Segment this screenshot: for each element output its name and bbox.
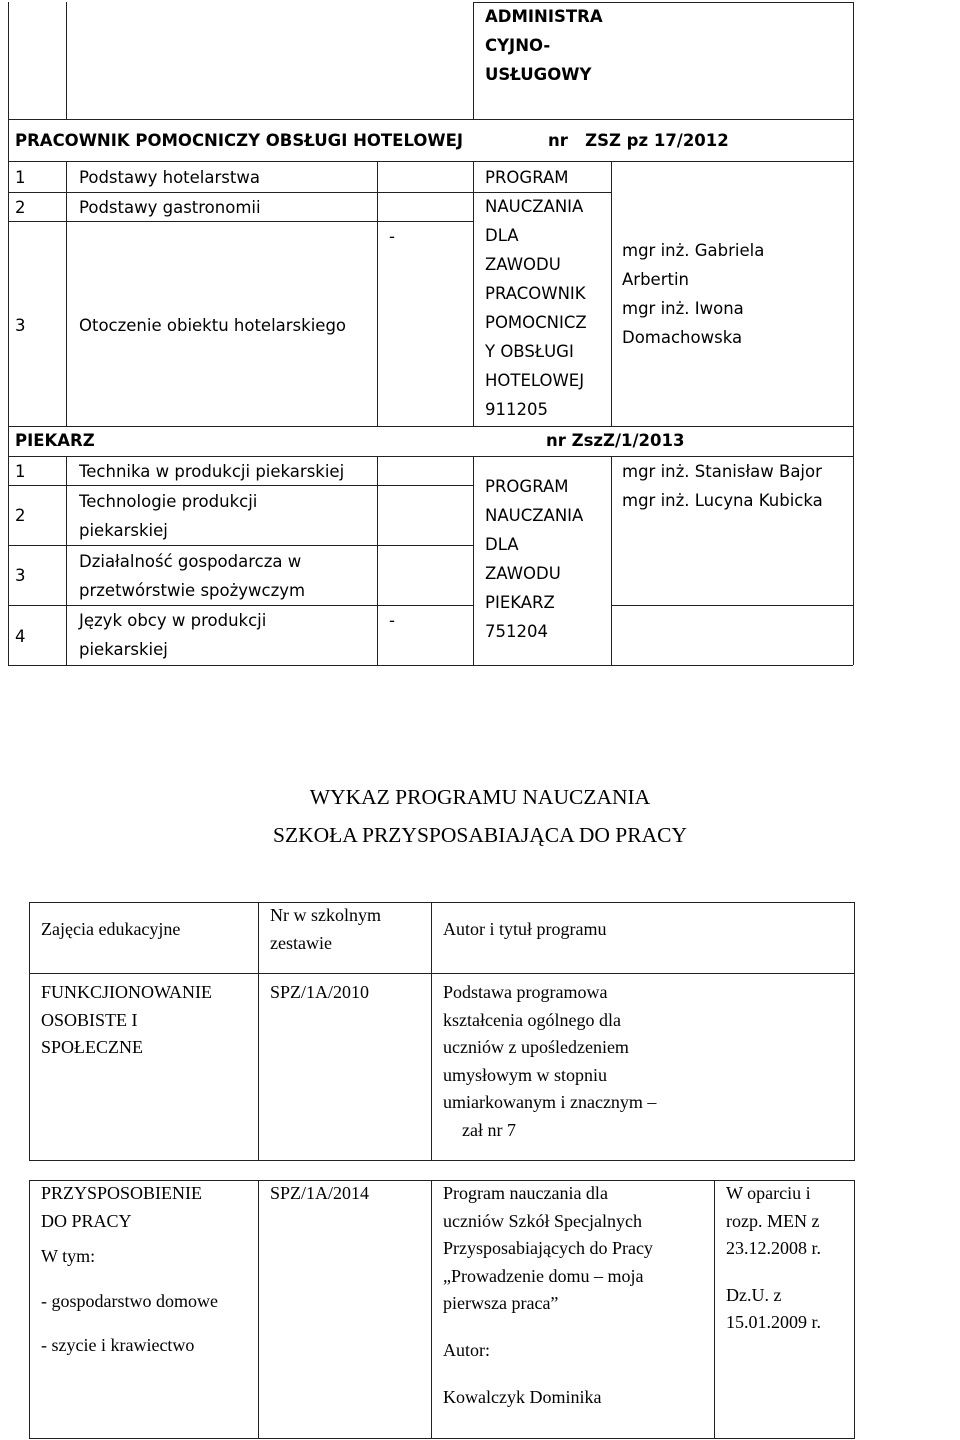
- program-line: 911205: [485, 400, 548, 419]
- subject-name: Otoczenie obiektu hotelarskiego: [79, 316, 347, 335]
- program-line: PROGRAM: [485, 168, 569, 187]
- subject-line: SPOŁECZNE: [41, 1037, 144, 1057]
- subject-name: [79, 606, 266, 664]
- authors-block: [622, 457, 823, 515]
- subject-line: Technologie produkcji: [79, 492, 258, 511]
- subject-line: Działalność gospodarcza w: [79, 552, 302, 571]
- section2-number: nr ZszZ/1/2013: [546, 431, 685, 450]
- row1-subject: [41, 979, 212, 1062]
- subject-line: przetwórstwie spożywczym: [79, 581, 306, 600]
- subject-line: piekarskiej: [79, 640, 168, 659]
- admin-line: USŁUGOWY: [485, 65, 592, 84]
- page-subtitle: SZKOŁA PRZYSPOSABIAJĄCA DO PRACY: [273, 823, 687, 847]
- program-line: uczniów Szkół Specjalnych: [443, 1210, 642, 1231]
- program-line: PRACOWNIK: [485, 284, 586, 303]
- section1-number: nr ZSZ pz 17/2012: [548, 131, 729, 150]
- program-line: NAUCZANIA: [485, 197, 584, 216]
- row2-number: SPZ/1A/2014: [270, 1183, 370, 1203]
- subject-name: [79, 487, 257, 545]
- section1-title: PRACOWNIK POMOCNICZY OBSŁUGI HOTELOWEJ: [15, 131, 464, 150]
- subject-number: 2: [15, 506, 26, 525]
- basis-line: 15.01.2009 r.: [726, 1312, 822, 1332]
- program-line: ZAWODU: [485, 564, 561, 583]
- subject-line: Język obcy w produkcji: [79, 611, 267, 630]
- row2-subject: [41, 1180, 218, 1360]
- basis-line: rozp. MEN z: [726, 1210, 820, 1231]
- program-block: [485, 163, 587, 424]
- subject-number: 4: [15, 627, 26, 646]
- subject-number: 3: [15, 316, 26, 335]
- program-line: Przysposabiających do Pracy: [443, 1238, 653, 1258]
- row2-program: [443, 1180, 653, 1412]
- dash: -: [389, 227, 395, 246]
- program-line: ZAWODU: [485, 255, 561, 274]
- subject-number: 1: [15, 168, 26, 187]
- program-block: [485, 472, 583, 646]
- subject-name: Technika w produkcji piekarskiej: [79, 462, 345, 481]
- author-line: Arbertin: [622, 270, 689, 289]
- subject-line: PRZYSPOSOBIENIE: [41, 1183, 203, 1203]
- subject-line: W tym:: [41, 1246, 96, 1266]
- program-line: PROGRAM: [485, 477, 569, 496]
- program-line: DLA: [485, 535, 519, 554]
- program-line: PIEKARZ: [485, 593, 555, 612]
- basis-line: Dz.U. z: [726, 1284, 782, 1305]
- dash: -: [389, 611, 395, 630]
- program-line: umiarkowanym i znacznym –: [443, 1092, 657, 1112]
- header-number: Nr w szkolnym zestawie: [270, 905, 381, 953]
- subject-line: FUNKCJIONOWANIE: [41, 982, 212, 1002]
- row1-number: SPZ/1A/2010: [270, 982, 370, 1002]
- program-line: uczniów z upośledzeniem: [443, 1037, 629, 1057]
- author-line: mgr inż. Stanisław Bajor: [622, 462, 822, 481]
- subject-name: [79, 547, 305, 605]
- program-line: DLA: [485, 226, 519, 245]
- subject-number: 1: [15, 462, 26, 481]
- subject-line: - szycie i krawiectwo: [41, 1335, 195, 1355]
- program-line: POMOCNICZ: [485, 313, 587, 332]
- author-line: mgr inż. Gabriela: [622, 241, 765, 260]
- subject-line: piekarskiej: [79, 521, 168, 540]
- program-line: Autor:: [443, 1339, 490, 1360]
- subject-line: OSOBISTE I: [41, 1009, 138, 1030]
- admin-line: ADMINISTRA: [485, 7, 603, 26]
- subject-name: Podstawy gastronomii: [79, 198, 261, 217]
- page-title: WYKAZ PROGRAMU NAUCZANIA: [309, 785, 651, 809]
- header-program: Autor i tytuł programu: [443, 919, 607, 939]
- admin-line: CYJNO-: [485, 36, 551, 55]
- row1-program: [443, 979, 656, 1144]
- program-line: Kowalczyk Dominika: [443, 1387, 602, 1407]
- program-line: NAUCZANIA: [485, 506, 584, 525]
- program-line: 751204: [485, 622, 548, 641]
- authors-block: [622, 236, 764, 352]
- author-line: mgr inż. Lucyna Kubicka: [622, 491, 823, 510]
- program-line: pierwsza praca”: [443, 1293, 559, 1313]
- subject-line: DO PRACY: [41, 1210, 132, 1231]
- subject-line: - gospodarstwo domowe: [41, 1290, 218, 1311]
- program-line: HOTELOWEJ: [485, 371, 585, 390]
- section2-title: PIEKARZ: [15, 431, 95, 450]
- subject-number: 2: [15, 198, 26, 217]
- program-line: kształcenia ogólnego dla: [443, 1009, 621, 1030]
- program-line: Y OBSŁUGI: [485, 342, 574, 361]
- program-line: Podstawa programowa: [443, 982, 608, 1002]
- row2-basis: [726, 1180, 821, 1337]
- program-line: zał nr 7: [462, 1119, 516, 1140]
- author-line: mgr inż. Iwona: [622, 299, 744, 318]
- program-line: umysłowym w stopniu: [443, 1064, 608, 1085]
- basis-line: W oparciu i: [726, 1183, 811, 1203]
- basis-line: 23.12.2008 r.: [726, 1238, 822, 1258]
- author-line: Domachowska: [622, 328, 743, 347]
- subject-number: 3: [15, 566, 26, 585]
- subject-name: Podstawy hotelarstwa: [79, 168, 260, 187]
- header-subjects: Zajęcia edukacyjne: [41, 919, 181, 939]
- program-line: „Prowadzenie domu – moja: [443, 1265, 644, 1286]
- program-line: Program nauczania dla: [443, 1183, 608, 1203]
- admin-block: [485, 2, 603, 89]
